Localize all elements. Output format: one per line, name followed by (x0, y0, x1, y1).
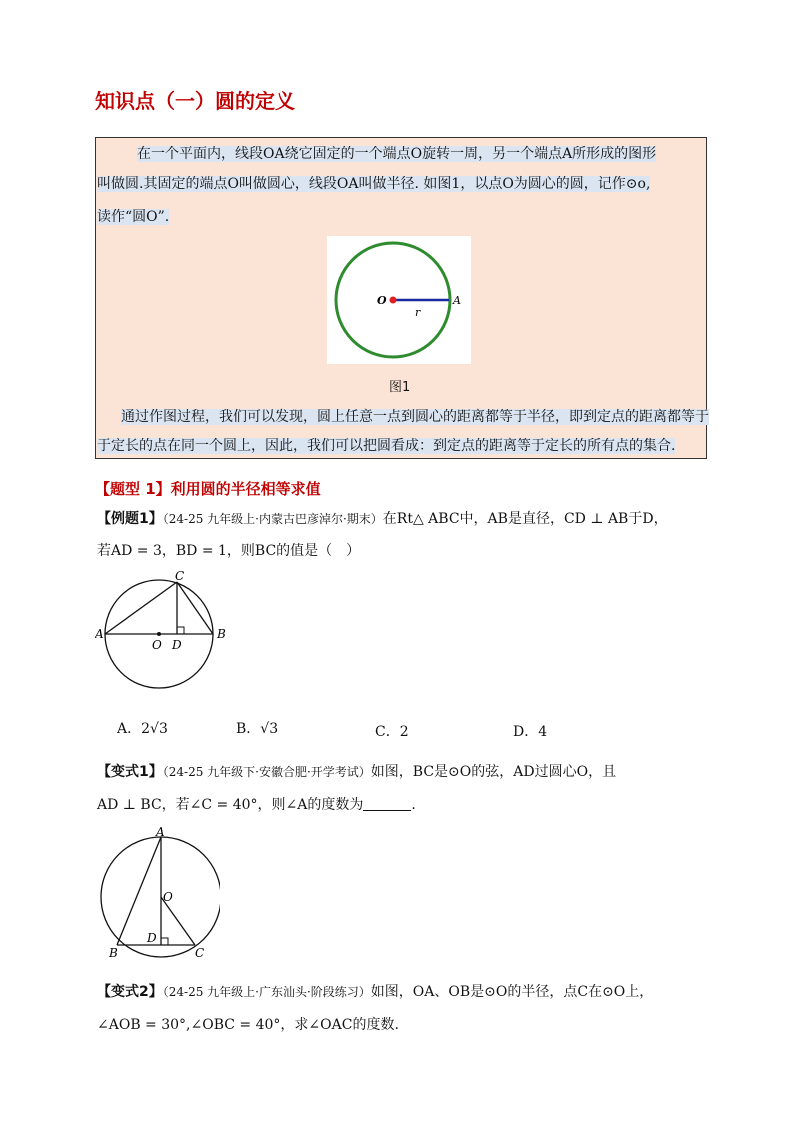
v1-label-C: C (195, 946, 205, 960)
center-label: O (377, 294, 387, 307)
type-heading: 【题型 1】利用圆的半径相等求值 (95, 480, 321, 498)
example1-option-d[interactable]: D．4 (513, 724, 548, 740)
variant1-figure (95, 825, 220, 960)
figure-1 (327, 236, 471, 364)
ex1-label-D: D (172, 638, 182, 652)
definition-line-5: 于定长的点在同一个圆上，因此，我们可以把圆看成：到定点的距离等于定长的所有点的集合. (97, 438, 676, 454)
variant2-tag: 【变式2】 (97, 984, 163, 1000)
variant2-source: （24-25 九年级上·广东汕头·阶段练习） (162, 985, 371, 999)
v1-label-B: B (109, 946, 118, 960)
circle-diagram (327, 236, 471, 364)
ex1-label-B: B (217, 627, 226, 641)
example1-option-a[interactable]: A．2√3 (117, 721, 168, 737)
variant1-line-2: AD ⊥ BC，若∠C = 40°，则∠A的度数为 . (97, 797, 416, 813)
variant1-tag: 【变式1】 (97, 764, 163, 780)
center-dot (390, 297, 397, 304)
definition-line-3: 读作“圆O”. (97, 209, 170, 225)
variant1-line-1: 【变式1】（24-25 九年级下·安徽合肥·开学考试）如图，BC是⊙O的弦，AD过圆心O，且 (97, 764, 617, 780)
point-label: A (453, 294, 461, 307)
example1-option-b[interactable]: B．√3 (236, 721, 279, 737)
example1-line-1: 【例题1】（24-25 九年级上·内蒙古巴彦淖尔·期末）在Rt△ ABC中，AB是直径，CD ⊥ AB于D， (97, 511, 668, 527)
section-title: 知识点（一）圆的定义 (95, 89, 295, 113)
v1-label-D: D (147, 931, 157, 945)
example1-tag: 【例题1】 (97, 511, 163, 527)
example1-option-c[interactable]: C．2 (375, 724, 409, 740)
ex1-label-C: C (175, 569, 185, 583)
definition-line-4: 通过作图过程，我们可以发现，圆上任意一点到圆心的距离都等于半径，即到定点的距离都等于 (121, 409, 709, 425)
figure-1-caption: 图1 (389, 380, 411, 395)
ex1-label-O: O (152, 638, 162, 652)
example1-line-2: 若AD = 3，BD = 1，则BC的值是（ ） (97, 543, 361, 559)
ex1-label-A: A (95, 627, 104, 641)
variant2-line-1: 【变式2】（24-25 九年级上·广东汕头·阶段练习）如图，OA、OB是⊙O的半径，点C在⊙O上， (97, 984, 654, 1000)
v1-label-O: O (163, 890, 173, 904)
variant2-line-2: ∠AOB = 30°,∠OBC = 40°，求∠OAC的度数. (97, 1017, 399, 1033)
example1-source: （24-25 九年级上·内蒙古巴彦淖尔·期末） (162, 512, 383, 526)
definition-line-1: 在一个平面内，线段OA绕它固定的一个端点O旋转一周，另一个端点A所形成的图形 (137, 146, 657, 162)
definition-line-2: 叫做圆.其固定的端点O叫做圆心，线段OA叫做半径. 如图1，以点O为圆心的圆，记作⊙o, (97, 176, 651, 192)
v1-label-A: A (156, 825, 165, 839)
radius-label: r (415, 306, 421, 319)
answer-blank[interactable] (363, 796, 411, 811)
variant1-source: （24-25 九年级下·安徽合肥·开学考试） (162, 765, 371, 779)
example1-figure (95, 568, 230, 690)
